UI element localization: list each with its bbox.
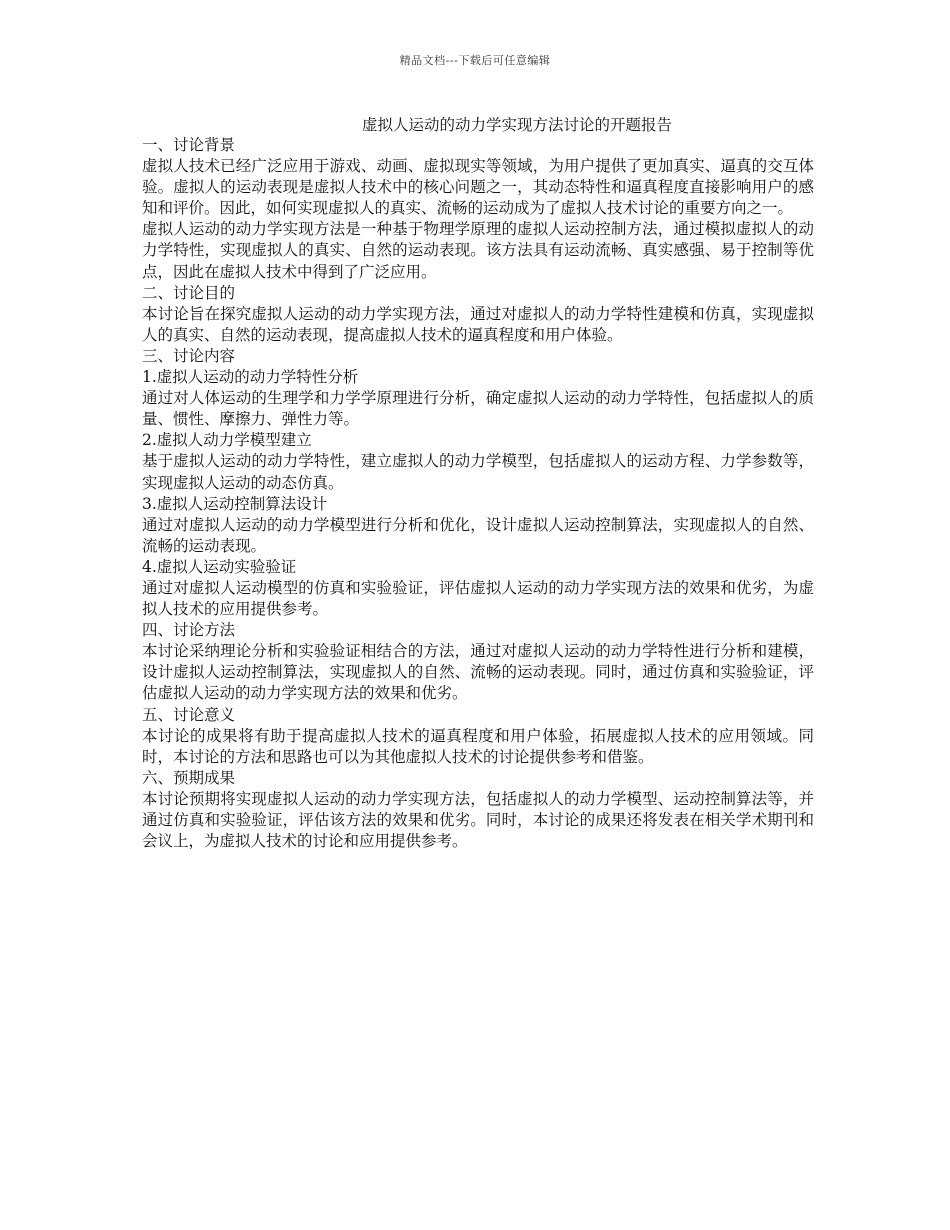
heading-background: 一、讨论背景 — [142, 136, 236, 154]
subheading-content-1: 1.虚拟人运动的动力学特性分析 — [142, 368, 359, 387]
paragraph-content-3: 通过对虚拟人运动的动力学模型进行分析和优化，设计虚拟人运动控制算法，实现虚拟人的自然、流畅的运动表现。 — [142, 515, 814, 555]
heading-purpose: 二、讨论目的 — [142, 283, 236, 302]
page-header: 精品文档---下载后可任意编辑 — [399, 54, 551, 67]
paragraph-method: 本讨论采纳理论分析和实验验证相结合的方法，通过对虚拟人运动的动力学特性进行分析和建模，设计虚拟人运动控制算法，实现虚拟人的自然、流畅的运动表现。同时，通过仿真和实验验证，评估虚拟人运动的动力学实现方法的效果和优劣。 — [142, 642, 814, 703]
document-title: 虚拟人运动的动力学实现方法讨论的开题报告 — [362, 116, 673, 134]
heading-content: 三、讨论内容 — [142, 346, 236, 365]
paragraph-content-2: 基于虚拟人运动的动力学特性，建立虚拟人的动力学模型，包括虚拟人的运动方程、力学参数等，实现虚拟人运动的动态仿真。 — [142, 452, 814, 492]
paragraph-content-1: 通过对人体运动的生理学和力学学原理进行分析，确定虚拟人运动的动力学特性，包括虚拟人的质量、惯性、摩擦力、弹性力等。 — [142, 389, 814, 429]
paragraph-background-2: 虚拟人运动的动力学实现方法是一种基于物理学原理的虚拟人运动控制方法，通过模拟虚拟人的动力学特性，实现虚拟人的真实、自然的运动表现。该方法具有运动流畅、真实感强、易于控制等优点，因此在虚拟人技术中得到了广泛应用。 — [142, 220, 814, 281]
heading-significance: 五、讨论意义 — [142, 705, 236, 724]
paragraph-purpose: 本讨论旨在探究虚拟人运动的动力学实现方法，通过对虚拟人的动力学特性建模和仿真，实现虚拟人的真实、自然的运动表现，提高虚拟人技术的逼真程度和用户体验。 — [142, 304, 814, 344]
heading-method: 四、讨论方法 — [142, 621, 236, 640]
subheading-content-2: 2.虚拟人动力学模型建立 — [142, 431, 312, 450]
subheading-content-4: 4.虚拟人运动实验验证 — [142, 557, 297, 576]
paragraph-significance: 本讨论的成果将有助于提高虚拟人技术的逼真程度和用户体验，拓展虚拟人技术的应用领域。同时，本讨论的方法和思路也可以为其他虚拟人技术的讨论提供参考和借鉴。 — [142, 726, 814, 766]
heading-expected-results: 六、预期成果 — [142, 768, 236, 787]
paragraph-content-4: 通过对虚拟人运动模型的仿真和实验验证，评估虚拟人运动的动力学实现方法的效果和优劣，为虚拟人技术的应用提供参考。 — [142, 578, 814, 619]
paragraph-expected-results: 本讨论预期将实现虚拟人运动的动力学实现方法，包括虚拟人的动力学模型、运动控制算法等，并通过仿真和实验验证，评估该方法的效果和优劣。同时，本讨论的成果还将发表在相关学术期刊和会议上，为虚拟人技术的讨论和应用提供参考。 — [142, 789, 814, 851]
paragraph-background-1: 虚拟人技术已经广泛应用于游戏、动画、虚拟现实等领域，为用户提供了更加真实、逼真的交互体验。虚拟人的运动表现是虚拟人技术中的核心问题之一，其动态特性和逼真程度直接影响用户的感知和评价。因此，如何实现虚拟人的真实、流畅的运动成为了虚拟人技术讨论的重要方向之一。 — [142, 157, 814, 218]
subheading-content-3: 3.虚拟人运动控制算法设计 — [142, 494, 328, 513]
document-body — [142, 135, 814, 852]
